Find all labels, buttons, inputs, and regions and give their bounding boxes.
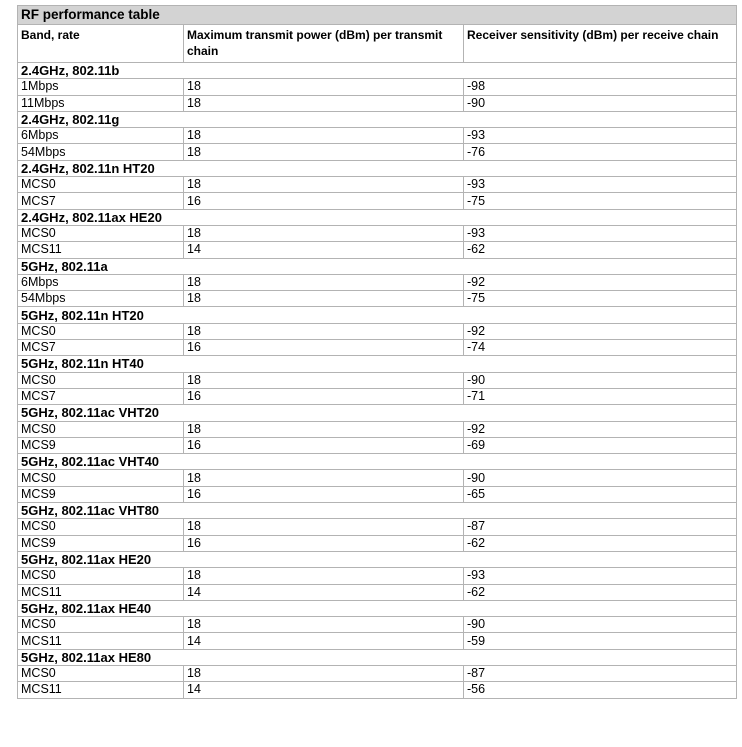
band-rate-cell: MCS7 — [18, 193, 184, 209]
tx-power-cell: 14 — [184, 242, 464, 258]
band-rate-cell: MCS11 — [18, 633, 184, 649]
table-title: RF performance table — [18, 6, 737, 25]
section-row — [18, 356, 737, 372]
rx-sensitivity-cell: -90 — [464, 617, 737, 633]
tx-power-cell: 18 — [184, 144, 464, 160]
band-rate-cell: MCS9 — [18, 535, 184, 551]
band-rate-cell: MCS0 — [18, 421, 184, 437]
tx-power-cell: 18 — [184, 617, 464, 633]
rx-sensitivity-cell: -93 — [464, 225, 737, 241]
section-label: 5GHz, 802.11n HT40 — [18, 356, 737, 372]
data-row — [18, 617, 737, 633]
tx-power-cell: 18 — [184, 470, 464, 486]
rx-sensitivity-cell: -65 — [464, 486, 737, 502]
rx-sensitivity-cell: -90 — [464, 372, 737, 388]
band-rate-cell: 54Mbps — [18, 144, 184, 160]
band-rate-cell: 1Mbps — [18, 79, 184, 95]
rx-sensitivity-cell: -90 — [464, 470, 737, 486]
band-rate-cell: 6Mbps — [18, 128, 184, 144]
data-row — [18, 535, 737, 551]
data-row — [18, 682, 737, 698]
data-row — [18, 177, 737, 193]
tx-power-cell: 18 — [184, 291, 464, 307]
band-rate-cell: MCS0 — [18, 372, 184, 388]
rx-sensitivity-cell: -92 — [464, 421, 737, 437]
data-row — [18, 95, 737, 111]
rx-sensitivity-cell: -93 — [464, 177, 737, 193]
rx-sensitivity-cell: -93 — [464, 568, 737, 584]
band-rate-cell: MCS0 — [18, 665, 184, 681]
tx-power-cell: 16 — [184, 340, 464, 356]
rx-sensitivity-cell: -87 — [464, 519, 737, 535]
tx-power-cell: 18 — [184, 519, 464, 535]
band-rate-cell: 54Mbps — [18, 291, 184, 307]
tx-power-cell: 16 — [184, 486, 464, 502]
section-row — [18, 600, 737, 616]
rx-sensitivity-cell: -87 — [464, 665, 737, 681]
tx-power-cell: 16 — [184, 388, 464, 404]
tx-power-cell: 14 — [184, 682, 464, 698]
data-row — [18, 470, 737, 486]
tx-power-cell: 18 — [184, 372, 464, 388]
section-row — [18, 405, 737, 421]
rx-sensitivity-cell: -74 — [464, 340, 737, 356]
rx-sensitivity-cell: -62 — [464, 242, 737, 258]
rx-sensitivity-cell: -76 — [464, 144, 737, 160]
section-row — [18, 307, 737, 323]
rx-sensitivity-cell: -92 — [464, 274, 737, 290]
tx-power-cell: 14 — [184, 633, 464, 649]
data-row — [18, 144, 737, 160]
rx-sensitivity-cell: -90 — [464, 95, 737, 111]
band-rate-cell: MCS0 — [18, 470, 184, 486]
section-label: 2.4GHz, 802.11n HT20 — [18, 160, 737, 176]
band-rate-cell: MCS0 — [18, 225, 184, 241]
col-header-rx-sensitivity: Receiver sensitivity (dBm) per receive chain — [464, 25, 737, 63]
band-rate-cell: MCS9 — [18, 486, 184, 502]
band-rate-cell: MCS11 — [18, 242, 184, 258]
tx-power-cell: 18 — [184, 665, 464, 681]
rf-performance-table — [17, 5, 737, 699]
band-rate-cell: MCS0 — [18, 323, 184, 339]
tx-power-cell: 18 — [184, 225, 464, 241]
rx-sensitivity-cell: -56 — [464, 682, 737, 698]
section-row — [18, 111, 737, 127]
section-label: 5GHz, 802.11n HT20 — [18, 307, 737, 323]
section-label: 2.4GHz, 802.11b — [18, 63, 737, 79]
tx-power-cell: 18 — [184, 79, 464, 95]
rx-sensitivity-cell: -98 — [464, 79, 737, 95]
data-row — [18, 633, 737, 649]
section-row — [18, 209, 737, 225]
rx-sensitivity-cell: -59 — [464, 633, 737, 649]
band-rate-cell: MCS11 — [18, 682, 184, 698]
section-row — [18, 63, 737, 79]
tx-power-cell: 16 — [184, 193, 464, 209]
tx-power-cell: 18 — [184, 274, 464, 290]
rx-sensitivity-cell: -92 — [464, 323, 737, 339]
band-rate-cell: MCS0 — [18, 519, 184, 535]
rx-sensitivity-cell: -62 — [464, 535, 737, 551]
tx-power-cell: 18 — [184, 421, 464, 437]
rx-sensitivity-cell: -71 — [464, 388, 737, 404]
data-row — [18, 519, 737, 535]
data-row — [18, 242, 737, 258]
band-rate-cell: 6Mbps — [18, 274, 184, 290]
rx-sensitivity-cell: -62 — [464, 584, 737, 600]
band-rate-cell: MCS7 — [18, 388, 184, 404]
table-body — [18, 63, 737, 699]
section-label: 5GHz, 802.11ac VHT20 — [18, 405, 737, 421]
col-header-band-rate: Band, rate — [18, 25, 184, 63]
tx-power-cell: 16 — [184, 437, 464, 453]
column-header-row — [18, 25, 737, 63]
data-row — [18, 340, 737, 356]
data-row — [18, 79, 737, 95]
data-row — [18, 225, 737, 241]
tx-power-cell: 14 — [184, 584, 464, 600]
rx-sensitivity-cell: -69 — [464, 437, 737, 453]
rx-sensitivity-cell: -75 — [464, 291, 737, 307]
tx-power-cell: 18 — [184, 323, 464, 339]
tx-power-cell: 18 — [184, 177, 464, 193]
section-label: 5GHz, 802.11ax HE20 — [18, 551, 737, 567]
section-label: 5GHz, 802.11ax HE40 — [18, 600, 737, 616]
data-row — [18, 486, 737, 502]
data-row — [18, 437, 737, 453]
section-row — [18, 160, 737, 176]
section-row — [18, 551, 737, 567]
data-row — [18, 274, 737, 290]
tx-power-cell: 16 — [184, 535, 464, 551]
section-label: 5GHz, 802.11ax HE80 — [18, 649, 737, 665]
section-label: 2.4GHz, 802.11ax HE20 — [18, 209, 737, 225]
data-row — [18, 291, 737, 307]
tx-power-cell: 18 — [184, 568, 464, 584]
section-label: 2.4GHz, 802.11g — [18, 111, 737, 127]
band-rate-cell: MCS0 — [18, 568, 184, 584]
section-label: 5GHz, 802.11ac VHT40 — [18, 454, 737, 470]
data-row — [18, 421, 737, 437]
band-rate-cell: MCS0 — [18, 617, 184, 633]
data-row — [18, 372, 737, 388]
band-rate-cell: MCS0 — [18, 177, 184, 193]
data-row — [18, 323, 737, 339]
tx-power-cell: 18 — [184, 128, 464, 144]
section-row — [18, 454, 737, 470]
data-row — [18, 388, 737, 404]
table-title-row — [18, 6, 737, 25]
rx-sensitivity-cell: -75 — [464, 193, 737, 209]
data-row — [18, 584, 737, 600]
rx-sensitivity-cell: -93 — [464, 128, 737, 144]
data-row — [18, 128, 737, 144]
section-label: 5GHz, 802.11ac VHT80 — [18, 503, 737, 519]
tx-power-cell: 18 — [184, 95, 464, 111]
section-row — [18, 258, 737, 274]
section-row — [18, 649, 737, 665]
data-row — [18, 568, 737, 584]
col-header-max-tx-power: Maximum transmit power (dBm) per transmit chain — [184, 25, 464, 63]
band-rate-cell: 11Mbps — [18, 95, 184, 111]
band-rate-cell: MCS9 — [18, 437, 184, 453]
band-rate-cell: MCS7 — [18, 340, 184, 356]
data-row — [18, 193, 737, 209]
section-label: 5GHz, 802.11a — [18, 258, 737, 274]
band-rate-cell: MCS11 — [18, 584, 184, 600]
data-row — [18, 665, 737, 681]
section-row — [18, 503, 737, 519]
